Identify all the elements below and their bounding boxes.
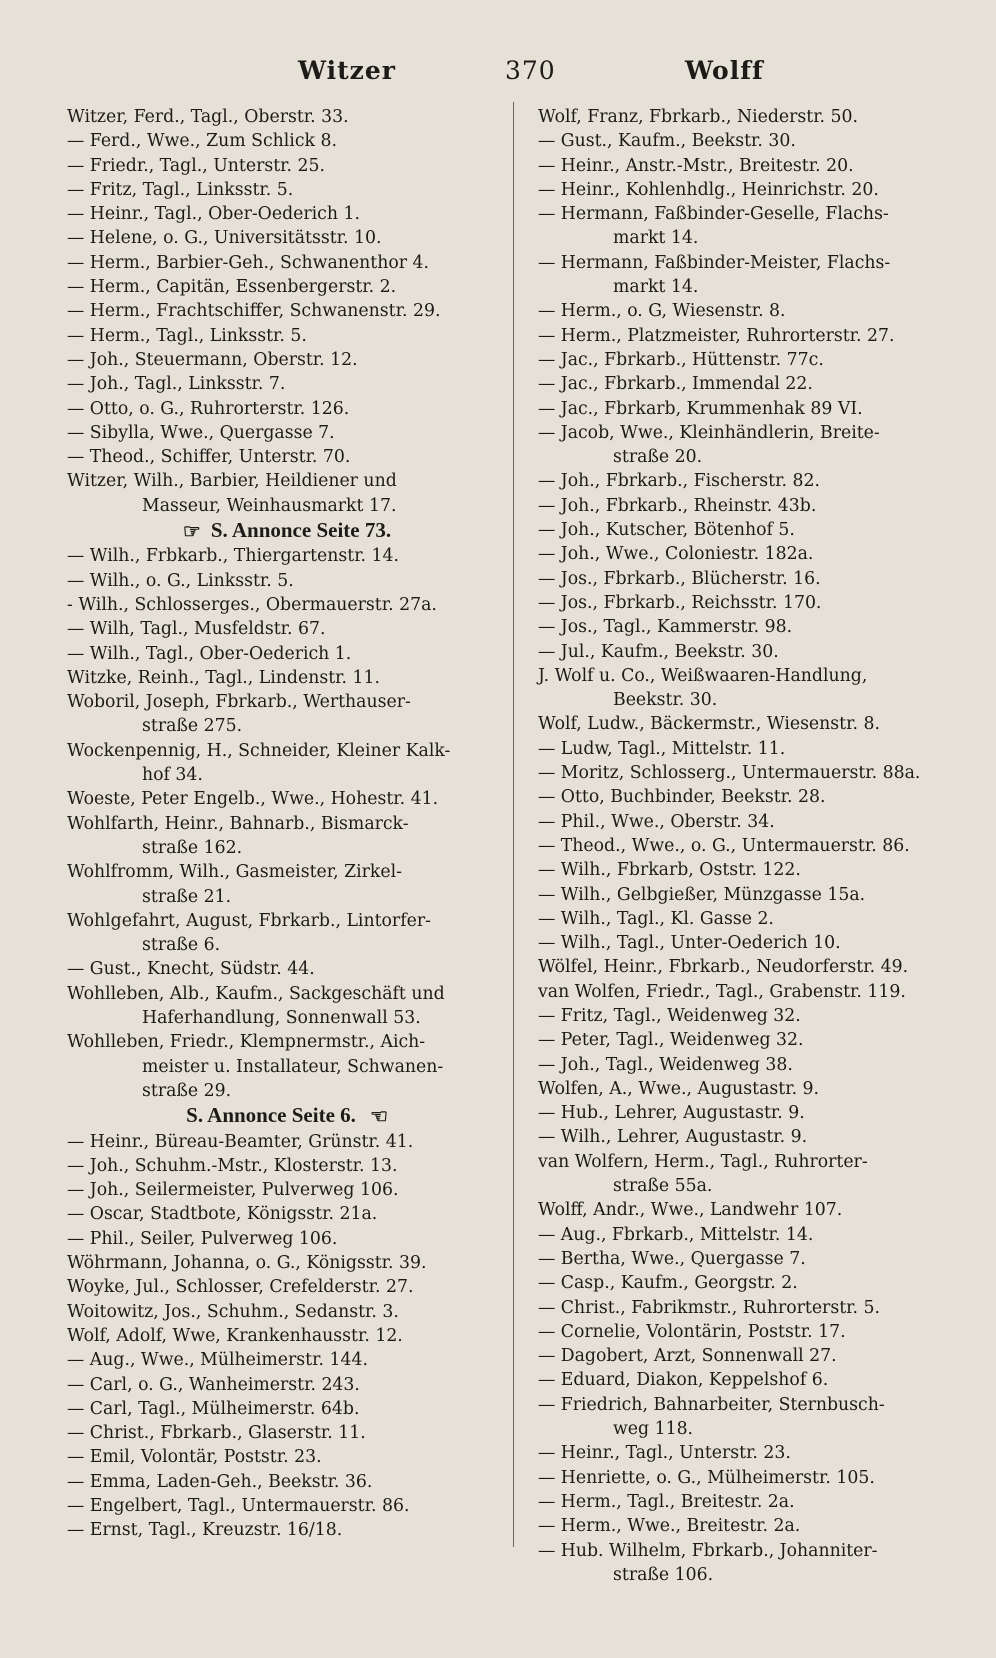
directory-entry: — Jac., Fbrkarb, Krummenhak 89 VI. [538, 398, 863, 419]
directory-entry: Woyke, Jul., Schlosser, Crefelderstr. 27. [67, 1277, 414, 1298]
directory-entry: — Heinr., Büreau-Beamter, Grünstr. 41. [67, 1131, 414, 1152]
directory-entry: — Gust., Knecht, Südstr. 44. [67, 959, 315, 980]
directory-entry: — Bertha, Wwe., Quergasse 7. [538, 1248, 806, 1269]
directory-entry: — Joh., Tagl., Weidenweg 38. [538, 1054, 793, 1075]
directory-entry: — Friedrich, Bahnarbeiter, Sternbusch- [538, 1394, 885, 1415]
pointing-hand-icon: ☞ [182, 521, 201, 544]
directory-entry: — Joh., Schuhm.-Mstr., Klosterstr. 13. [67, 1155, 398, 1176]
annonce-text: S. Annonce Seite 73. [210, 518, 392, 543]
directory-entry: Wohlfromm, Wilh., Gasmeister, Zirkel- [67, 862, 402, 883]
directory-entry: — Engelbert, Tagl., Untermauerstr. 86. [67, 1495, 410, 1516]
directory-entry-continuation: straße 6. [142, 935, 221, 956]
directory-entry: Wolf, Ludw., Bäckermstr., Wiesenstr. 8. [538, 714, 880, 735]
directory-entry: — Carl, o. G., Wanheimerstr. 243. [67, 1374, 360, 1395]
annonce-reference [67, 1103, 507, 1129]
directory-entry: — Herm., Tagl., Linksstr. 5. [67, 325, 307, 346]
directory-entry: — Joh., Tagl., Linksstr. 7. [67, 374, 286, 395]
directory-entry: — Emma, Laden-Geh., Beekstr. 36. [67, 1471, 373, 1492]
directory-entry: Wohlleben, Alb., Kaufm., Sackgeschäft und [67, 983, 445, 1004]
directory-entry: — Hub. Wilhelm, Fbrkarb., Johanniter- [538, 1540, 878, 1561]
directory-entry: — Joh., Wwe., Coloniestr. 182a. [538, 544, 814, 565]
directory-entry: — Phil., Seiler, Pulverweg 106. [67, 1228, 338, 1249]
directory-entry-continuation: straße 275. [142, 716, 243, 737]
directory-entry: — Wilh., Fbrkarb, Oststr. 122. [538, 860, 801, 881]
directory-entry: — Wilh., Tagl., Unter-Oederich 10. [538, 933, 841, 954]
directory-entry: — Jos., Fbrkarb., Reichsstr. 170. [538, 592, 822, 613]
directory-entry-continuation: markt 14. [613, 277, 699, 298]
directory-entry: Woitowitz, Jos., Schuhm., Sedanstr. 3. [67, 1301, 399, 1322]
directory-entry: — Wilh., Lehrer, Augustastr. 9. [538, 1127, 808, 1148]
directory-entry: — Ludw, Tagl., Mittelstr. 11. [538, 738, 786, 759]
directory-entry: — Hub., Lehrer, Augustastr. 9. [538, 1103, 805, 1124]
directory-entry: — Oscar, Stadtbote, Königsstr. 21a. [67, 1204, 378, 1225]
directory-entry: — Theod., Schiffer, Unterstr. 70. [67, 447, 351, 468]
directory-entry: — Heinr., Tagl., Unterstr. 23. [538, 1443, 791, 1464]
directory-entry: — Peter, Tagl., Weidenweg 32. [538, 1030, 804, 1051]
directory-entry: — Herm., Platzmeister, Ruhrorterstr. 27. [538, 325, 895, 346]
directory-entry: — Heinr., Anstr.-Mstr., Breitestr. 20. [538, 155, 854, 176]
directory-entry-continuation: Haferhandlung, Sonnenwall 53. [142, 1008, 421, 1029]
left-column [67, 105, 507, 1543]
directory-entry: — Wilh., Frbkarb., Thiergartenstr. 14. [67, 546, 400, 567]
directory-entry: — Otto, o. G., Ruhrorterstr. 126. [67, 398, 350, 419]
directory-entry: — Sibylla, Wwe., Quergasse 7. [67, 422, 335, 443]
right-column [538, 105, 948, 1587]
directory-entry-continuation: straße 55a. [613, 1176, 713, 1197]
column-divider [513, 102, 514, 1547]
directory-entry: Witzer, Wilh., Barbier, Heildiener und [67, 471, 397, 492]
directory-entry: — Herm., o. G, Wiesenstr. 8. [538, 301, 786, 322]
directory-entry-continuation: Masseur, Weinhausmarkt 17. [142, 495, 397, 516]
directory-entry: van Wolfen, Friedr., Tagl., Grabenstr. 119. [538, 981, 906, 1002]
directory-entry: — Wilh., Gelbgießer, Münzgasse 15a. [538, 884, 866, 905]
directory-entry-continuation: weg 118. [613, 1419, 694, 1440]
directory-entry: J. Wolf u. Co., Weißwaaren-Handlung, [538, 665, 868, 686]
directory-entry: — Moritz, Schlosserg., Untermauerstr. 88a. [538, 763, 921, 784]
directory-entry: Woeste, Peter Engelb., Wwe., Hohestr. 41. [67, 789, 439, 810]
directory-entry: — Carl, Tagl., Mülheimerstr. 64b. [67, 1398, 360, 1419]
directory-entry: — Herm., Tagl., Breitestr. 2a. [538, 1491, 795, 1512]
directory-entry-continuation: meister u. Installateur, Schwanen- [142, 1056, 444, 1077]
directory-entry: Wohlfarth, Heinr., Bahnarb., Bismarck- [67, 813, 409, 834]
directory-entry: — Theod., Wwe., o. G., Untermauerstr. 86. [538, 835, 910, 856]
directory-entry: — Hermann, Faßbinder-Geselle, Flachs- [538, 204, 889, 225]
directory-entry: — Hermann, Faßbinder-Meister, Flachs- [538, 252, 891, 273]
directory-entry: Witzer, Ferd., Tagl., Oberstr. 33. [67, 107, 349, 127]
directory-entry: — Casp., Kaufm., Georgstr. 2. [538, 1273, 798, 1294]
directory-entry: — Joh., Fbrkarb., Rheinstr. 43b. [538, 495, 817, 516]
directory-entry: — Herm., Barbier-Geh., Schwanenthor 4. [67, 252, 429, 273]
directory-entry-continuation: straße 21. [142, 886, 232, 907]
directory-entry: — Joh., Fbrkarb., Fischerstr. 82. [538, 471, 820, 492]
directory-entry-continuation: straße 162. [142, 837, 243, 858]
directory-entry: Wohlgefahrt, August, Fbrkarb., Lintorfer- [67, 910, 431, 931]
directory-entry: — Joh., Kutscher, Bötenhof 5. [538, 520, 795, 541]
directory-entry: — Helene, o. G., Universitätsstr. 10. [67, 228, 382, 249]
directory-entry: Wohlleben, Friedr., Klempnermstr., Aich- [67, 1032, 426, 1053]
directory-entry: — Emil, Volontär, Poststr. 23. [67, 1447, 322, 1468]
directory-entry: Wolf, Franz, Fbrkarb., Niederstr. 50. [538, 107, 859, 127]
directory-entry: — Jos., Fbrkarb., Blücherstr. 16. [538, 568, 821, 589]
header-left-word: Witzer [298, 56, 396, 85]
directory-entry-continuation: hof 34. [142, 765, 203, 786]
directory-entry: - Wilh., Schlosserges., Obermauerstr. 27a. [67, 594, 437, 615]
directory-entry: — Dagobert, Arzt, Sonnenwall 27. [538, 1346, 837, 1367]
directory-entry: Wockenpennig, H., Schneider, Kleiner Kalk- [67, 740, 451, 761]
directory-entry: — Jacob, Wwe., Kleinhändlerin, Breite- [538, 422, 880, 443]
directory-entry: — Heinr., Tagl., Ober-Oederich 1. [67, 204, 360, 225]
directory-entry: — Joh., Steuermann, Oberstr. 12. [67, 349, 358, 370]
directory-entry: — Wilh, Tagl., Musfeldstr. 67. [67, 619, 326, 640]
directory-entry: — Aug., Wwe., Mülheimerstr. 144. [67, 1350, 368, 1371]
annonce-text: S. Annonce Seite 6. [186, 1103, 356, 1128]
directory-entry: — Heinr., Kohlenhdlg., Heinrichstr. 20. [538, 179, 879, 200]
directory-entry: — Wilh., o. G., Linksstr. 5. [67, 570, 294, 591]
pointing-hand-icon: ☞ [369, 1106, 388, 1129]
directory-entry: Wolfen, A., Wwe., Augustastr. 9. [538, 1078, 820, 1099]
directory-entry: Woboril, Joseph, Fbrkarb., Werthauser- [67, 692, 411, 713]
directory-entry: — Ferd., Wwe., Zum Schlick 8. [67, 131, 337, 152]
directory-entry: — Herm., Frachtschiffer, Schwanenstr. 29. [67, 301, 441, 322]
directory-entry-continuation: Beekstr. 30. [613, 690, 718, 711]
directory-entry: Wöhrmann, Johanna, o. G., Königsstr. 39. [67, 1253, 427, 1274]
directory-entry: Wölfel, Heinr., Fbrkarb., Neudorferstr. 49. [538, 957, 909, 978]
directory-entry: Wolf, Adolf, Wwe, Krankenhausstr. 12. [67, 1325, 403, 1346]
directory-entry: — Wilh., Tagl., Ober-Oederich 1. [67, 643, 352, 664]
annonce-reference [67, 518, 507, 544]
header-right-word: Wolff [685, 56, 764, 85]
directory-entry: — Wilh., Tagl., Kl. Gasse 2. [538, 908, 774, 929]
directory-entry: — Christ., Fbrkarb., Glaserstr. 11. [67, 1423, 366, 1444]
directory-entry-continuation: straße 20. [613, 447, 703, 468]
directory-entry: — Ernst, Tagl., Kreuzstr. 16/18. [67, 1520, 343, 1541]
directory-entry: — Friedr., Tagl., Unterstr. 25. [67, 155, 326, 176]
directory-entry-continuation: straße 106. [613, 1564, 714, 1585]
directory-entry: — Herm., Wwe., Breitestr. 2a. [538, 1516, 801, 1537]
directory-entry: — Cornelie, Volontärin, Poststr. 17. [538, 1321, 846, 1342]
directory-entry: — Jul., Kaufm., Beekstr. 30. [538, 641, 779, 662]
page-number: 370 [505, 56, 556, 85]
directory-entry: — Gust., Kaufm., Beekstr. 30. [538, 131, 796, 152]
directory-entry: — Jac., Fbrkarb., Immendal 22. [538, 374, 813, 395]
directory-entry: — Eduard, Diakon, Keppelshof 6. [538, 1370, 829, 1391]
directory-entry: — Jos., Tagl., Kammerstr. 98. [538, 617, 793, 638]
directory-entry: — Fritz, Tagl., Linksstr. 5. [67, 179, 294, 200]
directory-entry: — Aug., Fbrkarb., Mittelstr. 14. [538, 1224, 814, 1245]
directory-entry: — Henriette, o. G., Mülheimerstr. 105. [538, 1467, 875, 1488]
directory-entry-continuation: straße 29. [142, 1080, 232, 1101]
directory-entry: van Wolfern, Herm., Tagl., Ruhrorter- [538, 1151, 868, 1172]
directory-entry: — Otto, Buchbinder, Beekstr. 28. [538, 787, 826, 808]
directory-entry: Witzke, Reinh., Tagl., Lindenstr. 11. [67, 667, 380, 688]
directory-entry: — Christ., Fabrikmstr., Ruhrorterstr. 5. [538, 1297, 880, 1318]
directory-entry: — Phil., Wwe., Oberstr. 34. [538, 811, 775, 832]
directory-entry: — Joh., Seilermeister, Pulverweg 106. [67, 1180, 399, 1201]
directory-entry: Wolff, Andr., Wwe., Landwehr 107. [538, 1200, 843, 1221]
directory-entry: — Herm., Capitän, Essenbergerstr. 2. [67, 277, 397, 298]
directory-entry: — Jac., Fbrkarb., Hüttenstr. 77c. [538, 349, 824, 370]
directory-entry: — Fritz, Tagl., Weidenweg 32. [538, 1005, 801, 1026]
directory-entry-continuation: markt 14. [613, 228, 699, 249]
